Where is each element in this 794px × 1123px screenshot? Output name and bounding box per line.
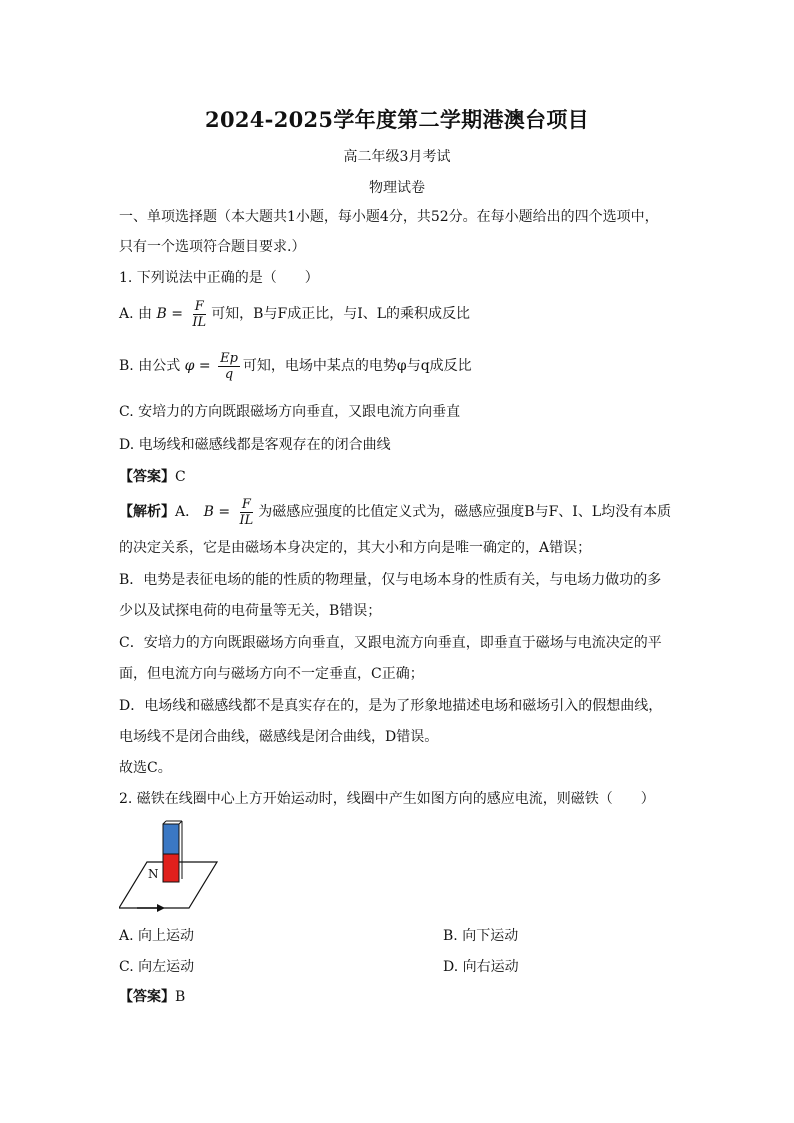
q1-analysis-a-prefix: A． (175, 504, 200, 520)
q1-stem: 1. 下列说法中正确的是（ ） (119, 270, 319, 286)
q2-option-c: C. 向左运动 (119, 959, 195, 975)
north-label: N (148, 867, 159, 881)
q1-analysis-a: 【解析】A． B = $\frac{F}{IL}$ 为磁感应强度的比值定义式为，磁感应强度B与F、I、L均没有本质 (119, 496, 672, 528)
q1-a-numerator: F (194, 298, 204, 314)
q1-analysis-numerator: F (241, 496, 251, 512)
q1-analysis-b: B．电势是表征电场的能的性质的物理量，仅与电场本身的性质有关，与电场力做功的多 (119, 572, 662, 588)
magnet-north-pole (163, 854, 179, 882)
q1-a-denominator: IL (192, 314, 207, 330)
page-title: 2024-2025学年度第二学期港澳台项目 (205, 107, 589, 132)
q1-answer (119, 467, 186, 487)
subject-subtitle: 物理试卷 (369, 180, 425, 196)
q1-analysis-c-cont: 面，但电流方向与磁场方向不一定垂直，C正确； (119, 666, 424, 682)
q1-analysis-a-suffix: 为磁感应强度的比值定义式为，磁感应强度B与F、I、L均没有本质 (258, 504, 672, 520)
q1-option-c: C. 安培力的方向既跟磁场方向垂直，又跟电流方向垂直 (119, 404, 461, 420)
q1-a-fraction (190, 299, 208, 330)
magnet-south-pole (163, 824, 179, 854)
q1-answer-value: C (175, 469, 186, 485)
q1-a-suffix: 可知，B与F成正比，与I、L的乘积成反比 (211, 306, 471, 322)
q2-stem: 2. 磁铁在线圈中心上方开始运动时，线圈中产生如图方向的感应电流，则磁铁（ ） (119, 791, 655, 807)
current-arrow-icon (157, 904, 165, 912)
q1-b-prefix: B. 由公式 (119, 358, 181, 374)
q1-a-lhs: B (156, 306, 167, 322)
q1-option-d: D. 电场线和磁感线都是客观存在的闭合曲线 (119, 437, 391, 453)
q2-option-a: A. 向上运动 (119, 928, 195, 944)
q1-analysis-lhs: B (203, 504, 214, 520)
section-heading-cont: 只有一个选项符合题目要求.） (119, 239, 306, 255)
q1-b-lhs: φ (184, 358, 195, 374)
q2-option-b: B. 向下运动 (443, 928, 519, 944)
q2-option-d: D. 向右运动 (443, 959, 519, 975)
q1-analysis-denominator: IL (239, 512, 254, 528)
section-heading: 一、单项选择题（本大题共1小题，每小题4分，共52分。在每小题给出的四个选项中， (119, 209, 659, 225)
q1-analysis-label: 【解析】 (119, 504, 175, 520)
q2-answer-value: B (175, 989, 186, 1005)
q1-analysis-b-cont: 少以及试探电荷的电荷量等无关，B错误； (119, 603, 382, 619)
q1-analysis-d-cont: 电场线不是闭合曲线，磁感线是闭合曲线，D错误。 (119, 729, 439, 745)
q1-analysis-c: C．安培力的方向既跟磁场方向垂直，又跟电流方向垂直，即垂直于磁场与电流决定的平 (119, 635, 662, 651)
q1-conclusion: 故选C。 (119, 760, 172, 776)
q2-answer-label: 【答案】 (119, 989, 175, 1005)
q1-a-prefix: A. 由 (119, 306, 153, 322)
q1-analysis-a-cont: 的决定关系，它是由磁场本身决定的，其大小和方向是唯一确定的，A错误； (119, 540, 592, 556)
q1-option-a: A. 由 B = $\frac{F}{IL}$ 可知，B与F成正比，与I、L的乘积成反比 (119, 298, 471, 330)
q1-b-fraction (218, 351, 240, 382)
q1-analysis-d: D．电场线和磁感线都不是真实存在的，是为了形象地描述电场和磁场引入的假想曲线， (119, 698, 663, 714)
magnet-coil-figure (119, 818, 221, 918)
q1-b-denominator: q (224, 366, 234, 382)
q1-option-b: B. 由公式 φ = $\frac{Ep}{q}$ 可知，电场中某点的电势φ与q成反比 (119, 350, 472, 382)
q1-b-suffix: 可知，电场中某点的电势φ与q成反比 (242, 358, 472, 374)
q1-b-numerator: Ep (220, 350, 238, 366)
magnet-coil-svg (119, 818, 221, 914)
q1-analysis-fraction (238, 497, 256, 528)
q2-answer (119, 987, 185, 1007)
q1-answer-label: 【答案】 (119, 469, 175, 485)
grade-subtitle: 高二年级3月考试 (343, 149, 451, 165)
